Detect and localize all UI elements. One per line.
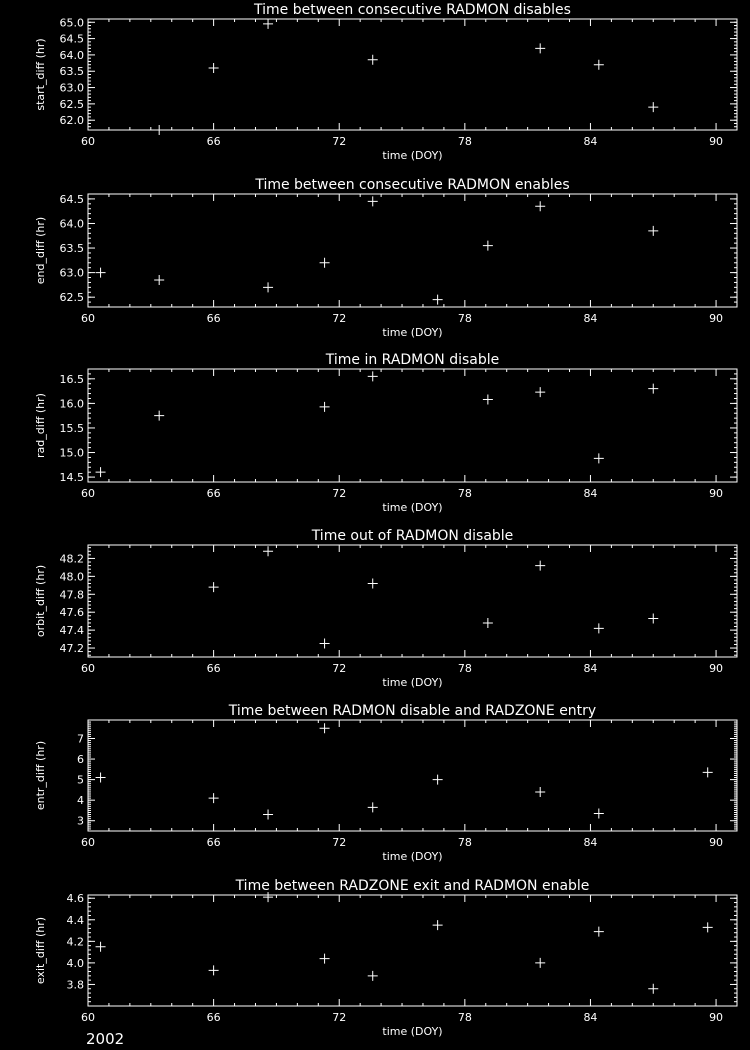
- data-point: [535, 561, 545, 571]
- chart-title: Time in RADMON disable: [325, 352, 500, 368]
- data-point: [594, 60, 604, 70]
- y-tick-label: 47.8: [59, 588, 84, 602]
- x-axis-label: time (DOY): [382, 850, 443, 863]
- data-point: [368, 196, 378, 206]
- plot-frame: [88, 19, 737, 130]
- y-tick-label: 3: [77, 814, 84, 828]
- y-tick-label: 7: [77, 732, 84, 746]
- data-point: [96, 773, 106, 783]
- x-tick-label: 78: [457, 836, 472, 849]
- chart-panel-5: [34, 703, 737, 863]
- chart-title: Time between consecutive RADMON enables: [255, 177, 570, 193]
- y-tick-label: 63.5: [59, 242, 84, 256]
- data-point: [594, 623, 604, 633]
- y-tick-label: 65.0: [59, 16, 84, 30]
- y-tick-label: 15.0: [59, 446, 84, 460]
- x-tick-label: 72: [332, 662, 347, 675]
- data-point: [320, 639, 330, 649]
- data-point: [648, 102, 658, 112]
- y-tick-label: 62.5: [59, 291, 84, 305]
- y-tick-label: 62.0: [59, 114, 84, 128]
- x-axis-label: time (DOY): [382, 326, 443, 339]
- x-tick-label: 78: [457, 487, 472, 500]
- y-tick-label: 4: [77, 794, 84, 808]
- y-tick-label: 6: [77, 753, 84, 767]
- x-tick-label: 90: [709, 836, 724, 849]
- data-point: [96, 268, 106, 278]
- year-label: 2002: [86, 1030, 125, 1048]
- data-point: [96, 467, 106, 477]
- data-point: [433, 775, 443, 785]
- x-tick-label: 84: [583, 1011, 598, 1024]
- y-tick-label: 3.8: [66, 978, 84, 992]
- x-tick-label: 84: [583, 836, 598, 849]
- x-axis-label: time (DOY): [382, 501, 443, 514]
- data-point: [263, 282, 273, 292]
- x-tick-label: 66: [206, 135, 221, 148]
- data-point: [535, 787, 545, 797]
- x-tick-label: 84: [583, 662, 598, 675]
- y-tick-label: 4.4: [66, 913, 84, 927]
- y-tick-label: 48.0: [59, 570, 84, 584]
- x-tick-label: 78: [457, 1011, 472, 1024]
- chart-panel-4: [34, 528, 737, 689]
- y-tick-label: 47.6: [59, 606, 84, 620]
- data-point: [368, 55, 378, 65]
- plot-frame: [88, 194, 737, 307]
- x-tick-label: 60: [81, 1011, 95, 1024]
- x-tick-label: 60: [81, 487, 95, 500]
- data-point: [594, 927, 604, 937]
- y-tick-label: 15.5: [59, 421, 84, 435]
- x-axis-label: time (DOY): [382, 149, 443, 162]
- x-tick-label: 66: [206, 312, 221, 325]
- data-point: [320, 723, 330, 733]
- data-point: [648, 384, 658, 394]
- y-tick-label: 16.5: [59, 372, 84, 386]
- x-tick-label: 90: [709, 312, 724, 325]
- data-point: [368, 802, 378, 812]
- x-tick-label: 60: [81, 312, 95, 325]
- data-point: [263, 810, 273, 820]
- y-tick-label: 4.0: [66, 956, 84, 970]
- data-point: [648, 984, 658, 994]
- x-axis-label: time (DOY): [382, 676, 443, 689]
- plot-frame: [88, 720, 737, 831]
- data-point: [154, 411, 164, 421]
- data-point: [96, 942, 106, 952]
- data-point: [154, 275, 164, 285]
- x-tick-label: 66: [206, 487, 221, 500]
- chart-panel-3: [34, 352, 737, 514]
- y-tick-label: 62.5: [59, 97, 84, 111]
- x-tick-label: 90: [709, 662, 724, 675]
- data-point: [483, 618, 493, 628]
- data-point: [535, 958, 545, 968]
- y-axis-label: end_diff (hr): [34, 216, 47, 285]
- y-axis-label: start_diff (hr): [34, 38, 47, 111]
- x-tick-label: 90: [709, 135, 724, 148]
- y-axis-label: entr_diff (hr): [34, 740, 47, 811]
- y-tick-label: 4.6: [66, 892, 84, 906]
- data-point: [209, 793, 219, 803]
- data-point: [483, 394, 493, 404]
- y-axis-label: orbit_diff (hr): [34, 564, 47, 638]
- data-point: [209, 582, 219, 592]
- x-tick-label: 72: [332, 1011, 347, 1024]
- data-point: [263, 19, 273, 29]
- x-tick-label: 84: [583, 135, 598, 148]
- data-point: [703, 767, 713, 777]
- y-tick-label: 4.2: [66, 935, 84, 949]
- x-tick-label: 72: [332, 135, 347, 148]
- chart-title: Time between consecutive RADMON disables: [254, 2, 571, 18]
- x-tick-label: 66: [206, 836, 221, 849]
- x-tick-label: 78: [457, 312, 472, 325]
- data-point: [209, 965, 219, 975]
- y-tick-label: 14.5: [59, 471, 84, 485]
- data-point: [648, 226, 658, 236]
- y-tick-label: 47.2: [59, 642, 84, 656]
- y-tick-label: 63.5: [59, 65, 84, 79]
- data-point: [433, 295, 443, 305]
- x-tick-label: 72: [332, 312, 347, 325]
- data-point: [594, 809, 604, 819]
- data-point: [263, 546, 273, 556]
- x-tick-label: 78: [457, 135, 472, 148]
- x-tick-label: 60: [81, 662, 95, 675]
- data-point: [209, 63, 219, 73]
- y-tick-label: 16.0: [59, 397, 84, 411]
- chart-panel-2: [34, 177, 737, 339]
- x-tick-label: 66: [206, 662, 221, 675]
- x-tick-label: 60: [81, 836, 95, 849]
- x-tick-label: 66: [206, 1011, 221, 1024]
- data-point: [703, 922, 713, 932]
- data-point: [433, 920, 443, 930]
- y-tick-label: 63.0: [59, 81, 84, 95]
- y-tick-label: 64.5: [59, 192, 84, 206]
- data-point: [483, 241, 493, 251]
- chart-title: Time out of RADMON disable: [311, 528, 514, 544]
- y-tick-label: 64.0: [59, 217, 84, 231]
- data-point: [320, 402, 330, 412]
- x-tick-label: 60: [81, 135, 95, 148]
- data-point: [154, 125, 164, 135]
- x-tick-label: 72: [332, 836, 347, 849]
- plot-frame: [88, 545, 737, 657]
- plot-frame: [88, 895, 737, 1006]
- plot-frame: [88, 369, 737, 482]
- y-axis-label: exit_diff (hr): [34, 916, 47, 985]
- data-point: [535, 43, 545, 53]
- y-tick-label: 48.2: [59, 552, 84, 566]
- data-point: [368, 971, 378, 981]
- data-point: [594, 453, 604, 463]
- data-point: [320, 258, 330, 268]
- data-point: [648, 613, 658, 623]
- x-tick-label: 72: [332, 487, 347, 500]
- data-point: [535, 201, 545, 211]
- chart-panel-1: [34, 2, 737, 162]
- y-tick-label: 64.0: [59, 48, 84, 62]
- data-point: [368, 579, 378, 589]
- x-tick-label: 90: [709, 487, 724, 500]
- x-tick-label: 84: [583, 487, 598, 500]
- x-tick-label: 90: [709, 1011, 724, 1024]
- y-tick-label: 64.5: [59, 32, 84, 46]
- y-tick-label: 5: [77, 773, 84, 787]
- chart-title: Time between RADMON disable and RADZONE entry: [228, 703, 597, 719]
- y-tick-label: 47.4: [59, 624, 84, 638]
- x-tick-label: 78: [457, 662, 472, 675]
- data-point: [320, 954, 330, 964]
- chart-panel-6: [34, 878, 737, 1038]
- chart-title: Time between RADZONE exit and RADMON enable: [235, 878, 590, 894]
- y-axis-label: rad_diff (hr): [34, 393, 47, 458]
- y-tick-label: 63.0: [59, 266, 84, 280]
- x-tick-label: 84: [583, 312, 598, 325]
- data-point: [535, 387, 545, 397]
- data-point: [368, 371, 378, 381]
- x-axis-label: time (DOY): [382, 1025, 443, 1038]
